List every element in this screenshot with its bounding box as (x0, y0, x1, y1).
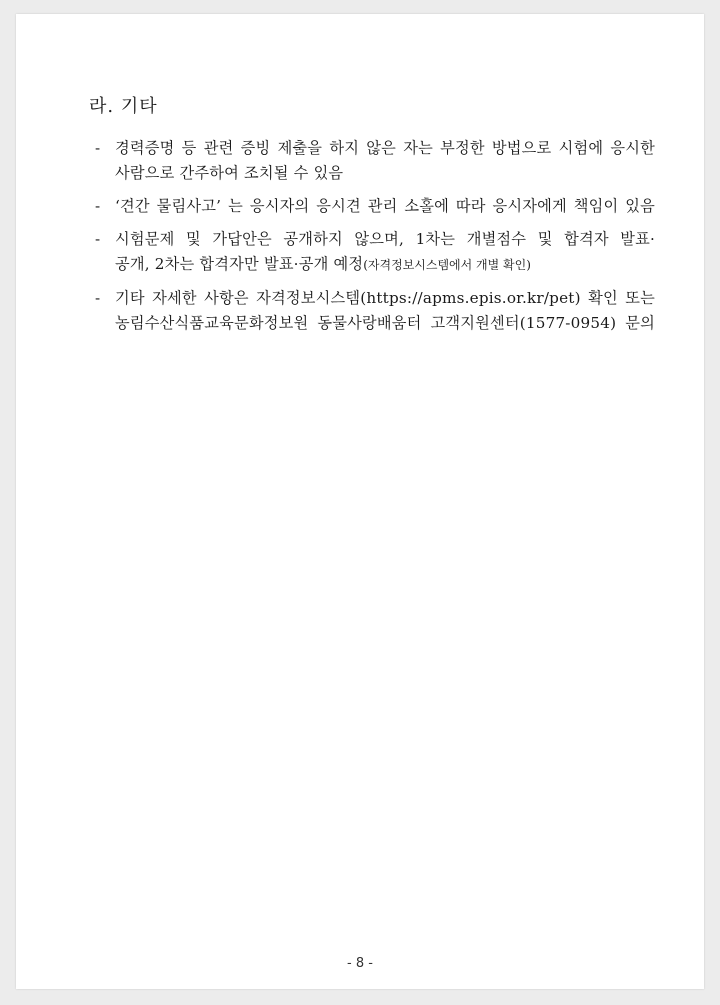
bullet-text-line: 기타 자세한 사항은 자격정보시스템(https://apms.epis.or.kr/pet) 확인 또는 (115, 289, 655, 307)
document-page (16, 14, 704, 989)
bullet-dash: - (95, 289, 101, 307)
bullet-text-line (115, 252, 655, 278)
bullet-list (95, 136, 655, 344)
bullet-dash: - (95, 230, 101, 248)
list-item (95, 194, 655, 219)
list-item (95, 227, 655, 278)
bullet-dash: - (95, 139, 101, 157)
bullet-text-note: (자격정보시스템에서 개별 확인) (363, 258, 531, 272)
bullet-text-line: 시험문제 및 가답안은 공개하지 않으며, 1차는 개별점수 및 합격자 발표· (115, 230, 655, 248)
bullet-text-line: 농림수산식품교육문화정보원 동물사랑배움터 고객지원센터(1577-0954) 문의 (115, 314, 655, 332)
list-item (95, 286, 655, 336)
bullet-text-line: ‘견간 물림사고’ 는 응시자의 응시견 관리 소홀에 따라 응시자에게 책임이 있음 (115, 197, 655, 215)
section-heading: 라. 기타 (89, 96, 158, 117)
bullet-text-line: 경력증명 등 관련 증빙 제출을 하지 않은 자는 부정한 방법으로 시험에 응시한 (115, 139, 655, 157)
page-number: - 8 - (347, 956, 373, 971)
bullet-text-main: 공개, 2차는 합격자만 발표·공개 예정 (115, 255, 364, 273)
bullet-dash: - (95, 197, 101, 215)
bullet-text-line: 사람으로 간주하여 조치될 수 있음 (115, 164, 344, 182)
list-item (95, 136, 655, 186)
